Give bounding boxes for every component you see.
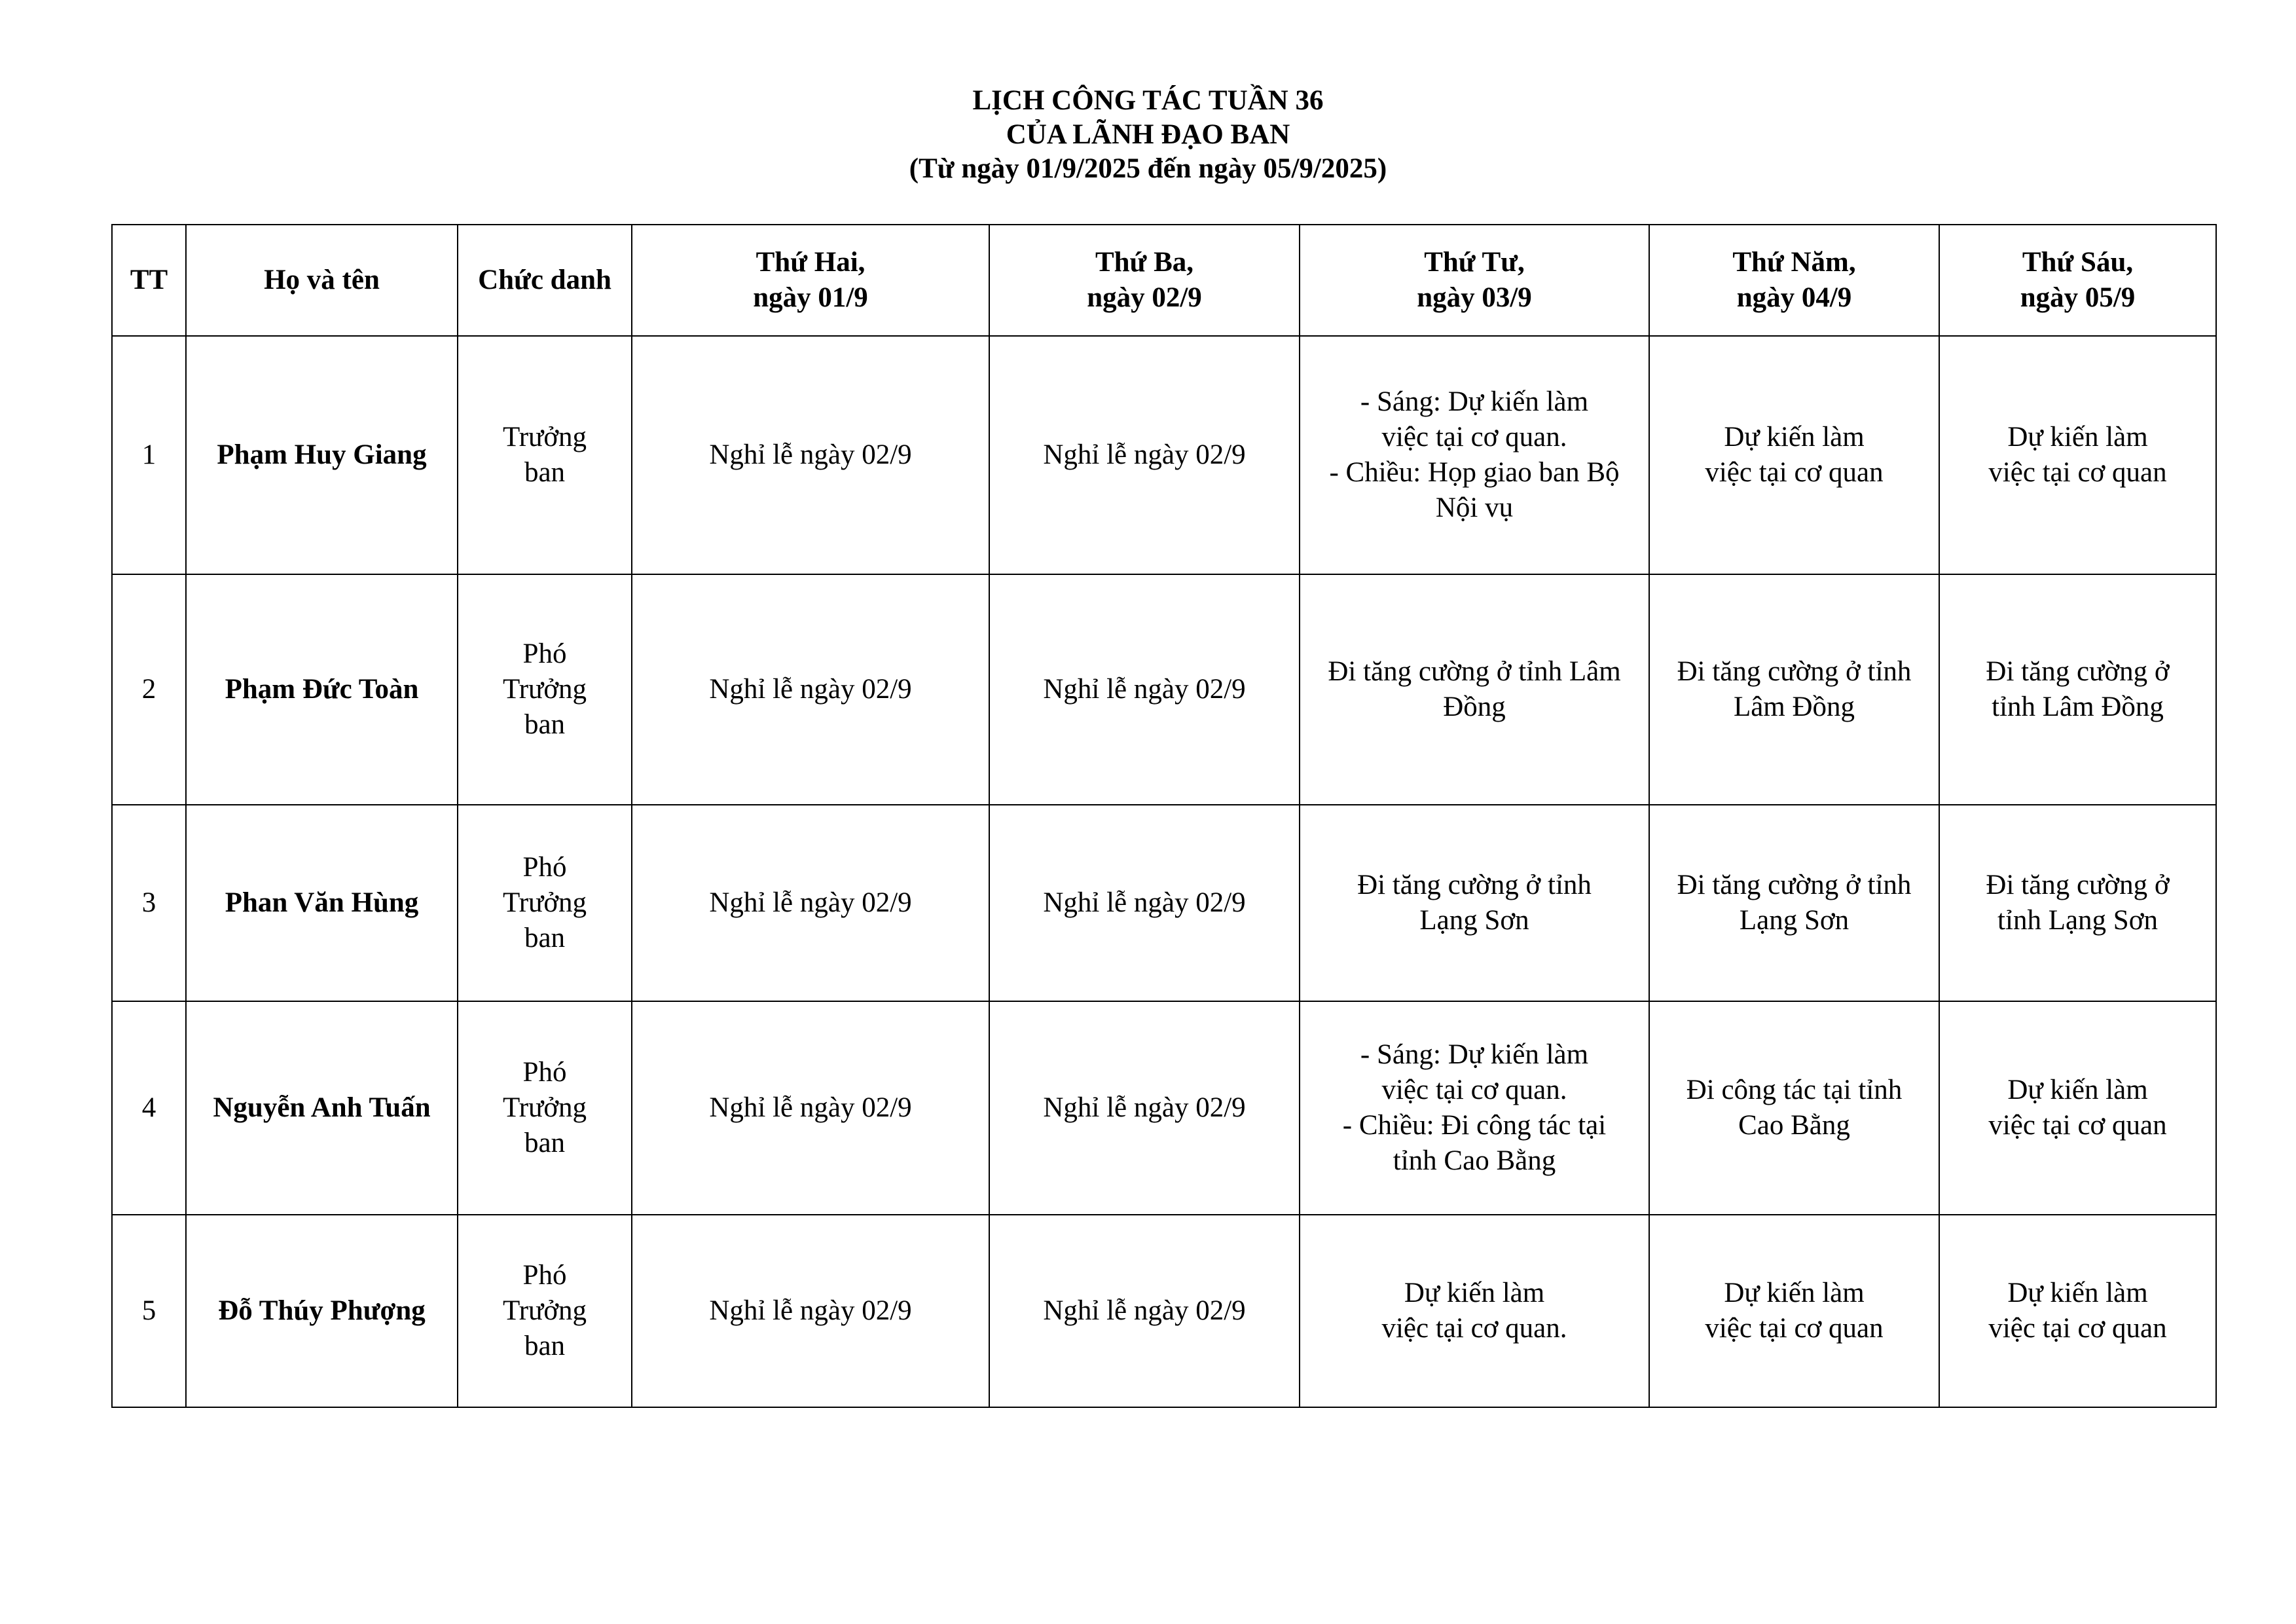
document-title bbox=[0, 84, 2296, 186]
position-cell: Phó Trưởng ban bbox=[458, 1215, 632, 1407]
wednesday-cell: - Sáng: Dự kiến làm việc tại cơ quan. - Chiều: Họp giao ban Bộ Nội vụ bbox=[1300, 336, 1649, 574]
thursday-cell: Đi tăng cường ở tỉnh Lâm Đồng bbox=[1649, 574, 1939, 805]
header-tt: TT bbox=[112, 225, 186, 336]
header-position: Chức danh bbox=[458, 225, 632, 336]
person-name: Phan Văn Hùng bbox=[186, 805, 458, 1001]
schedule-table bbox=[111, 224, 2217, 1408]
row-number: 5 bbox=[112, 1215, 186, 1407]
friday-cell: Dự kiến làm việc tại cơ quan bbox=[1939, 336, 2216, 574]
thursday-cell: Đi tăng cường ở tỉnh Lạng Sơn bbox=[1649, 805, 1939, 1001]
title-line-1: LỊCH CÔNG TÁC TUẦN 36 bbox=[972, 85, 1324, 116]
person-name: Nguyễn Anh Tuấn bbox=[186, 1001, 458, 1215]
person-name: Đỗ Thúy Phượng bbox=[186, 1215, 458, 1407]
table-row bbox=[112, 574, 2216, 805]
row-number: 4 bbox=[112, 1001, 186, 1215]
table-row bbox=[112, 336, 2216, 574]
person-name: Phạm Đức Toàn bbox=[186, 574, 458, 805]
monday-cell: Nghỉ lễ ngày 02/9 bbox=[632, 336, 989, 574]
table-row bbox=[112, 805, 2216, 1001]
wednesday-cell: Dự kiến làm việc tại cơ quan. bbox=[1300, 1215, 1649, 1407]
position-cell: Phó Trưởng ban bbox=[458, 805, 632, 1001]
row-number: 3 bbox=[112, 805, 186, 1001]
friday-cell: Dự kiến làm việc tại cơ quan bbox=[1939, 1001, 2216, 1215]
header-thursday: Thứ Năm, ngày 04/9 bbox=[1649, 225, 1939, 336]
monday-cell: Nghỉ lễ ngày 02/9 bbox=[632, 1215, 989, 1407]
monday-cell: Nghỉ lễ ngày 02/9 bbox=[632, 1001, 989, 1215]
header-tuesday: Thứ Ba, ngày 02/9 bbox=[989, 225, 1300, 336]
thursday-cell: Dự kiến làm việc tại cơ quan bbox=[1649, 336, 1939, 574]
header-monday: Thứ Hai, ngày 01/9 bbox=[632, 225, 989, 336]
wednesday-cell: - Sáng: Dự kiến làm việc tại cơ quan. - Chiều: Đi công tác tại tỉnh Cao Bằng bbox=[1300, 1001, 1649, 1215]
title-line-2: CỦA LÃNH ĐẠO BAN bbox=[1006, 119, 1290, 150]
position-cell: Phó Trưởng ban bbox=[458, 1001, 632, 1215]
table-row bbox=[112, 1001, 2216, 1215]
tuesday-cell: Nghỉ lễ ngày 02/9 bbox=[989, 336, 1300, 574]
header-wednesday: Thứ Tư, ngày 03/9 bbox=[1300, 225, 1649, 336]
tuesday-cell: Nghỉ lễ ngày 02/9 bbox=[989, 805, 1300, 1001]
table-row bbox=[112, 1215, 2216, 1407]
wednesday-cell: Đi tăng cường ở tỉnh Lâm Đồng bbox=[1300, 574, 1649, 805]
tuesday-cell: Nghỉ lễ ngày 02/9 bbox=[989, 1001, 1300, 1215]
tuesday-cell: Nghỉ lễ ngày 02/9 bbox=[989, 1215, 1300, 1407]
row-number: 1 bbox=[112, 336, 186, 574]
position-cell: Trưởng ban bbox=[458, 336, 632, 574]
row-number: 2 bbox=[112, 574, 186, 805]
position-cell: Phó Trưởng ban bbox=[458, 574, 632, 805]
header-name: Họ và tên bbox=[186, 225, 458, 336]
friday-cell: Dự kiến làm việc tại cơ quan bbox=[1939, 1215, 2216, 1407]
monday-cell: Nghỉ lễ ngày 02/9 bbox=[632, 805, 989, 1001]
friday-cell: Đi tăng cường ở tỉnh Lâm Đồng bbox=[1939, 574, 2216, 805]
tuesday-cell: Nghỉ lễ ngày 02/9 bbox=[989, 574, 1300, 805]
person-name: Phạm Huy Giang bbox=[186, 336, 458, 574]
friday-cell: Đi tăng cường ở tỉnh Lạng Sơn bbox=[1939, 805, 2216, 1001]
wednesday-cell: Đi tăng cường ở tỉnh Lạng Sơn bbox=[1300, 805, 1649, 1001]
title-line-3: (Từ ngày 01/9/2025 đến ngày 05/9/2025) bbox=[909, 153, 1387, 184]
header-friday: Thứ Sáu, ngày 05/9 bbox=[1939, 225, 2216, 336]
thursday-cell: Dự kiến làm việc tại cơ quan bbox=[1649, 1215, 1939, 1407]
table-header-row bbox=[112, 225, 2216, 336]
thursday-cell: Đi công tác tại tỉnh Cao Bằng bbox=[1649, 1001, 1939, 1215]
monday-cell: Nghỉ lễ ngày 02/9 bbox=[632, 574, 989, 805]
